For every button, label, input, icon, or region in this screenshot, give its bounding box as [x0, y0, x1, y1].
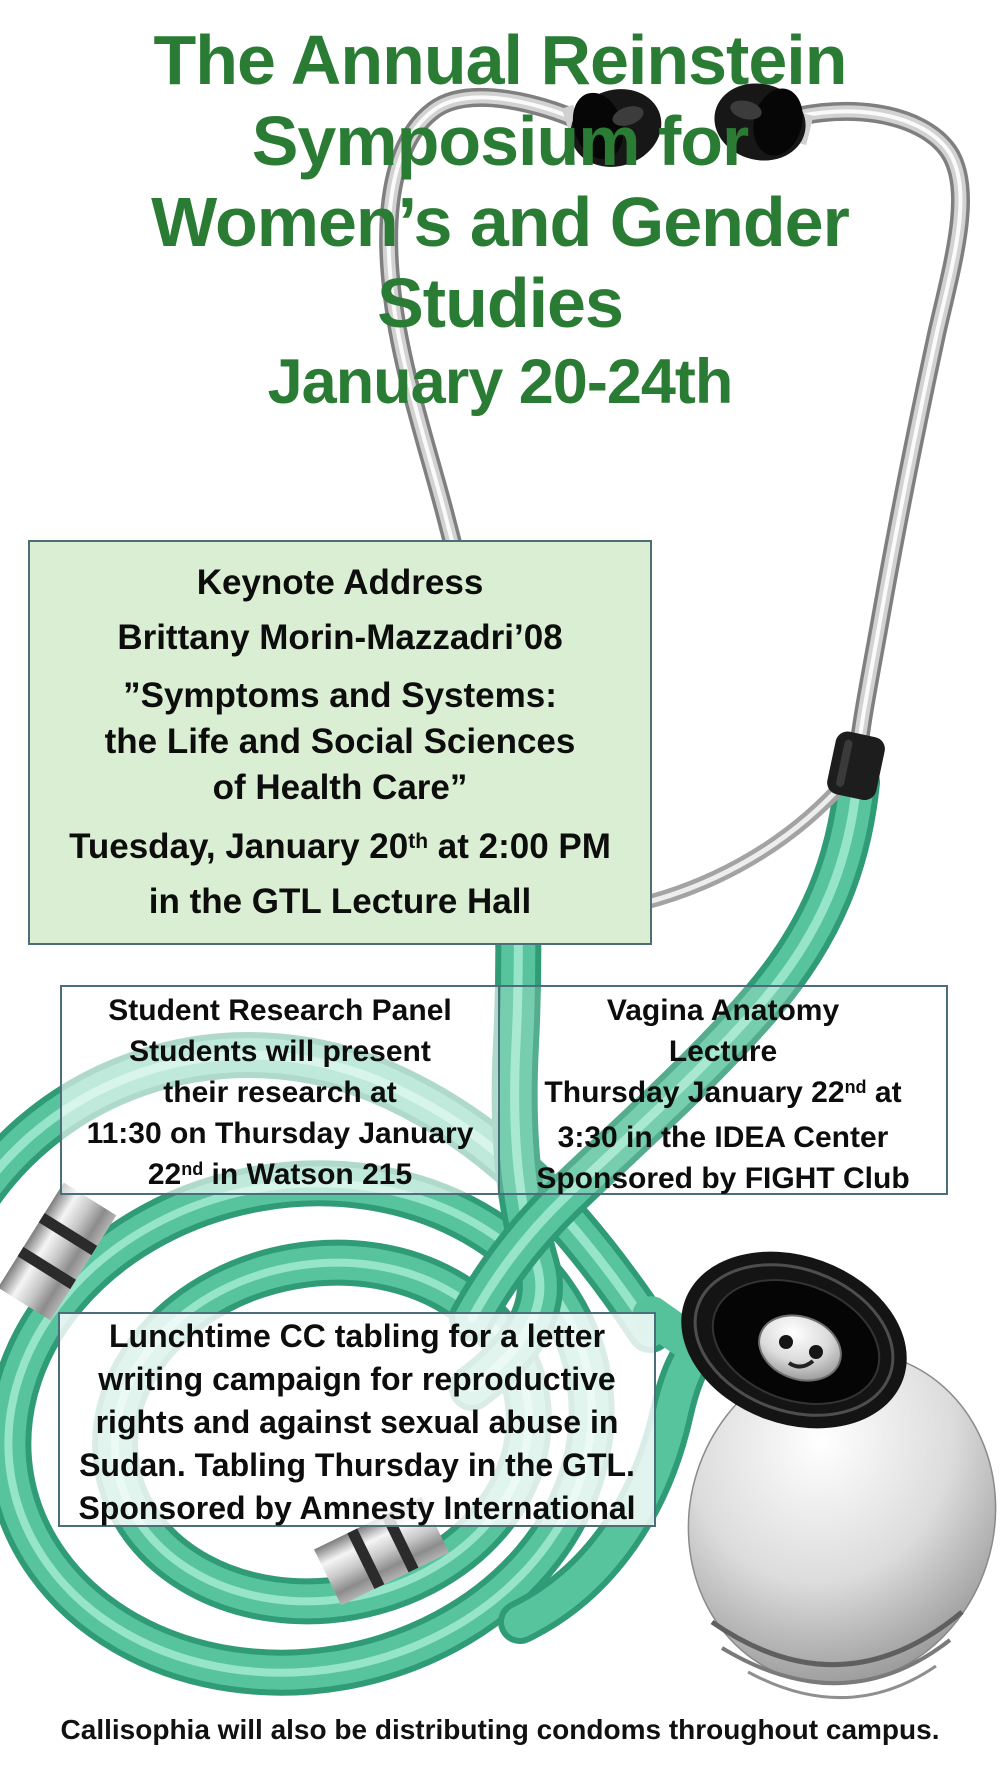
- panel-line: Student Research Panel: [108, 994, 452, 1027]
- title-line: Women’s and Gender: [151, 183, 849, 261]
- amnesty-tabling-box: [58, 1312, 656, 1527]
- amnesty-line: Sponsored by Amnesty International: [78, 1490, 636, 1526]
- amnesty-line: Sudan. Tabling Thursday in the GTL.: [79, 1447, 635, 1483]
- title-line: Symposium for: [251, 102, 749, 180]
- lecture-line: Thursday January 22nd at: [544, 1076, 902, 1109]
- panel-line: Students will present: [129, 1035, 431, 1068]
- amnesty-line: writing campaign for reproductive: [98, 1361, 616, 1397]
- title-line: The Annual Reinstein: [153, 21, 847, 99]
- lecture-line: 3:30 in the IDEA Center: [557, 1121, 889, 1154]
- lecture-line: Lecture: [668, 1035, 778, 1068]
- chest-piece: [625, 1221, 1000, 1724]
- date-range: January 20-24th: [267, 347, 733, 417]
- vagina-anatomy-lecture-box: [500, 985, 948, 1195]
- poster-title: [0, 20, 1000, 418]
- student-research-panel-box: [60, 985, 500, 1195]
- panel-line: 11:30 on Thursday January: [86, 1117, 474, 1150]
- keynote-location: in the GTL Lecture Hall: [148, 881, 532, 921]
- keynote-talk-title: ”Symptoms and Systems: the Life and Social Sciences of Health Care”: [104, 676, 576, 808]
- panel-line: their research at: [163, 1076, 397, 1109]
- keynote-heading: Keynote Address: [196, 563, 484, 603]
- lecture-line: Vagina Anatomy: [606, 994, 840, 1027]
- lecture-line: Sponsored by FIGHT Club: [536, 1162, 910, 1195]
- footer-note: Callisophia will also be distributing condoms throughout campus.: [60, 1714, 940, 1745]
- keynote-box: [28, 540, 652, 945]
- title-line: Studies: [377, 264, 623, 342]
- panel-line: 22nd in Watson 215: [147, 1158, 413, 1191]
- keynote-datetime: Tuesday, January 20th at 2:00 PM: [69, 826, 611, 866]
- amnesty-line: rights and against sexual abuse in: [95, 1404, 619, 1440]
- keynote-speaker: Brittany Morin-Mazzadri’08: [117, 618, 563, 658]
- amnesty-line: Lunchtime CC tabling for a letter: [108, 1318, 606, 1354]
